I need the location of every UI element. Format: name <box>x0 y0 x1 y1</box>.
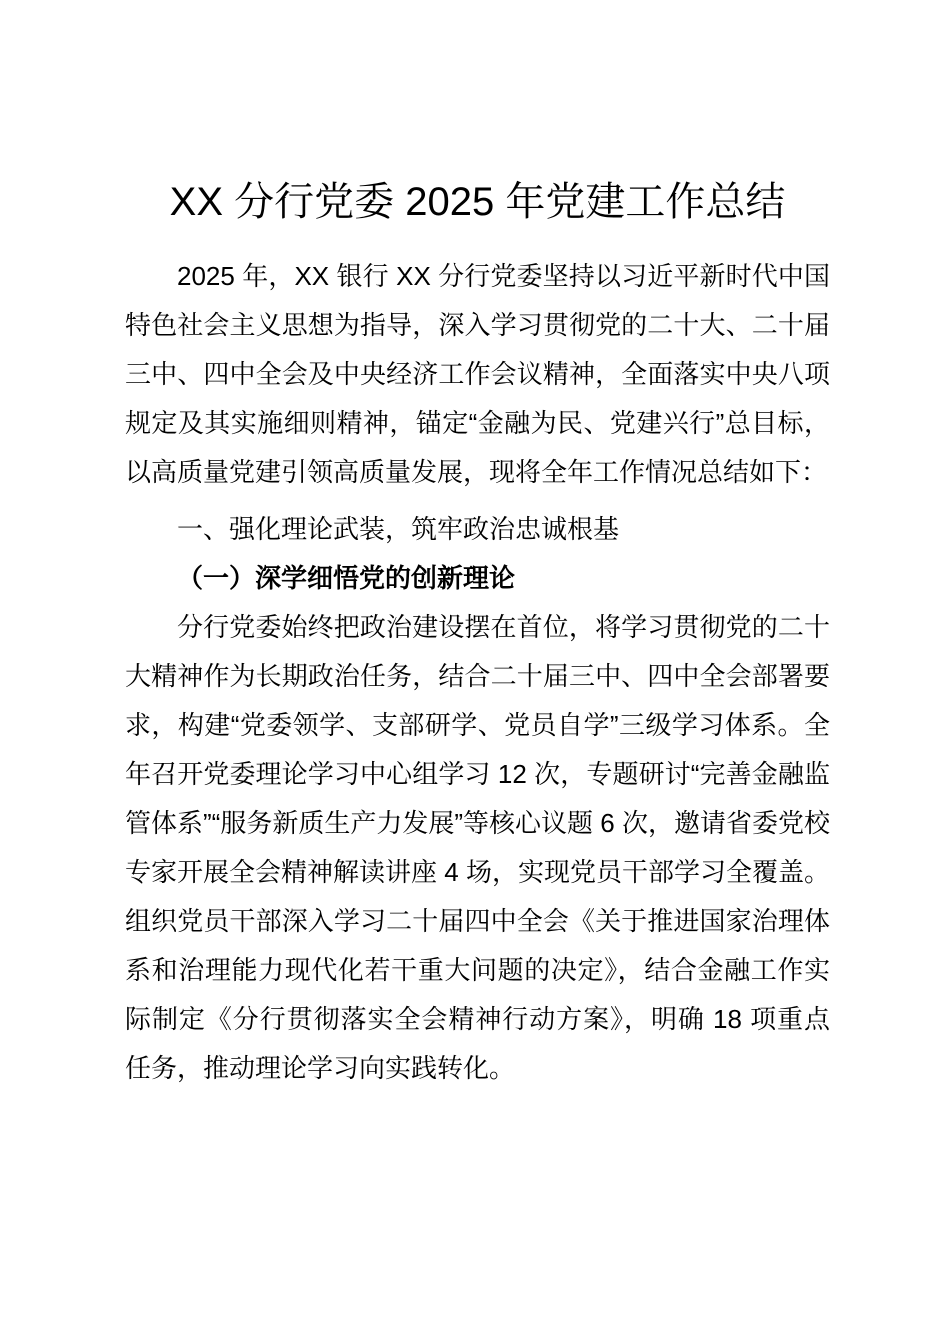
section-1-heading: 一、强化理论武装，筑牢政治忠诚根基 <box>177 514 620 544</box>
subsection-1-1-heading: （一）深学细悟党的创新理论 <box>177 563 516 593</box>
subsection-1-1-body: 分行党委始终把政治建设摆在首位，将学习贯彻党的二十大精神作为长期政治任务，结合二十届三中、四中全会部署要求，构建“党委领学、支部研学、党员自学”三级学习体系。全年召开党委理论学习中心组学习 12 次，专题研讨“完善金融监管体系”“服务新质生产力发展”等核心议题 6 次，邀请省委党校专家开展全会精神解读讲座 4 场，实现党员干部学习全覆盖。组织党员干部深入学习二十届四中全会《关于推进国家治理体系和治理能力现代化若干重大问题的决定》，结合金融工作实际制定《分行贯彻落实全会精神行动方案》，明确 18 项重点任务，推动理论学习向实践转化。 <box>125 612 830 1083</box>
document-title: XX 分行党委 2025 年党建工作总结 <box>169 180 786 224</box>
intro-paragraph: 2025 年，XX 银行 XX 分行党委坚持以习近平新时代中国特色社会主义思想为指导，深入学习贯彻党的二十大、二十届三中、四中全会及中央经济工作会议精神，全面落实中央八项规定及其实施细则精神，锚定“金融为民、党建兴行”总目标，以高质量党建引领高质量发展，现将全年工作情况总结如下： <box>125 261 830 487</box>
